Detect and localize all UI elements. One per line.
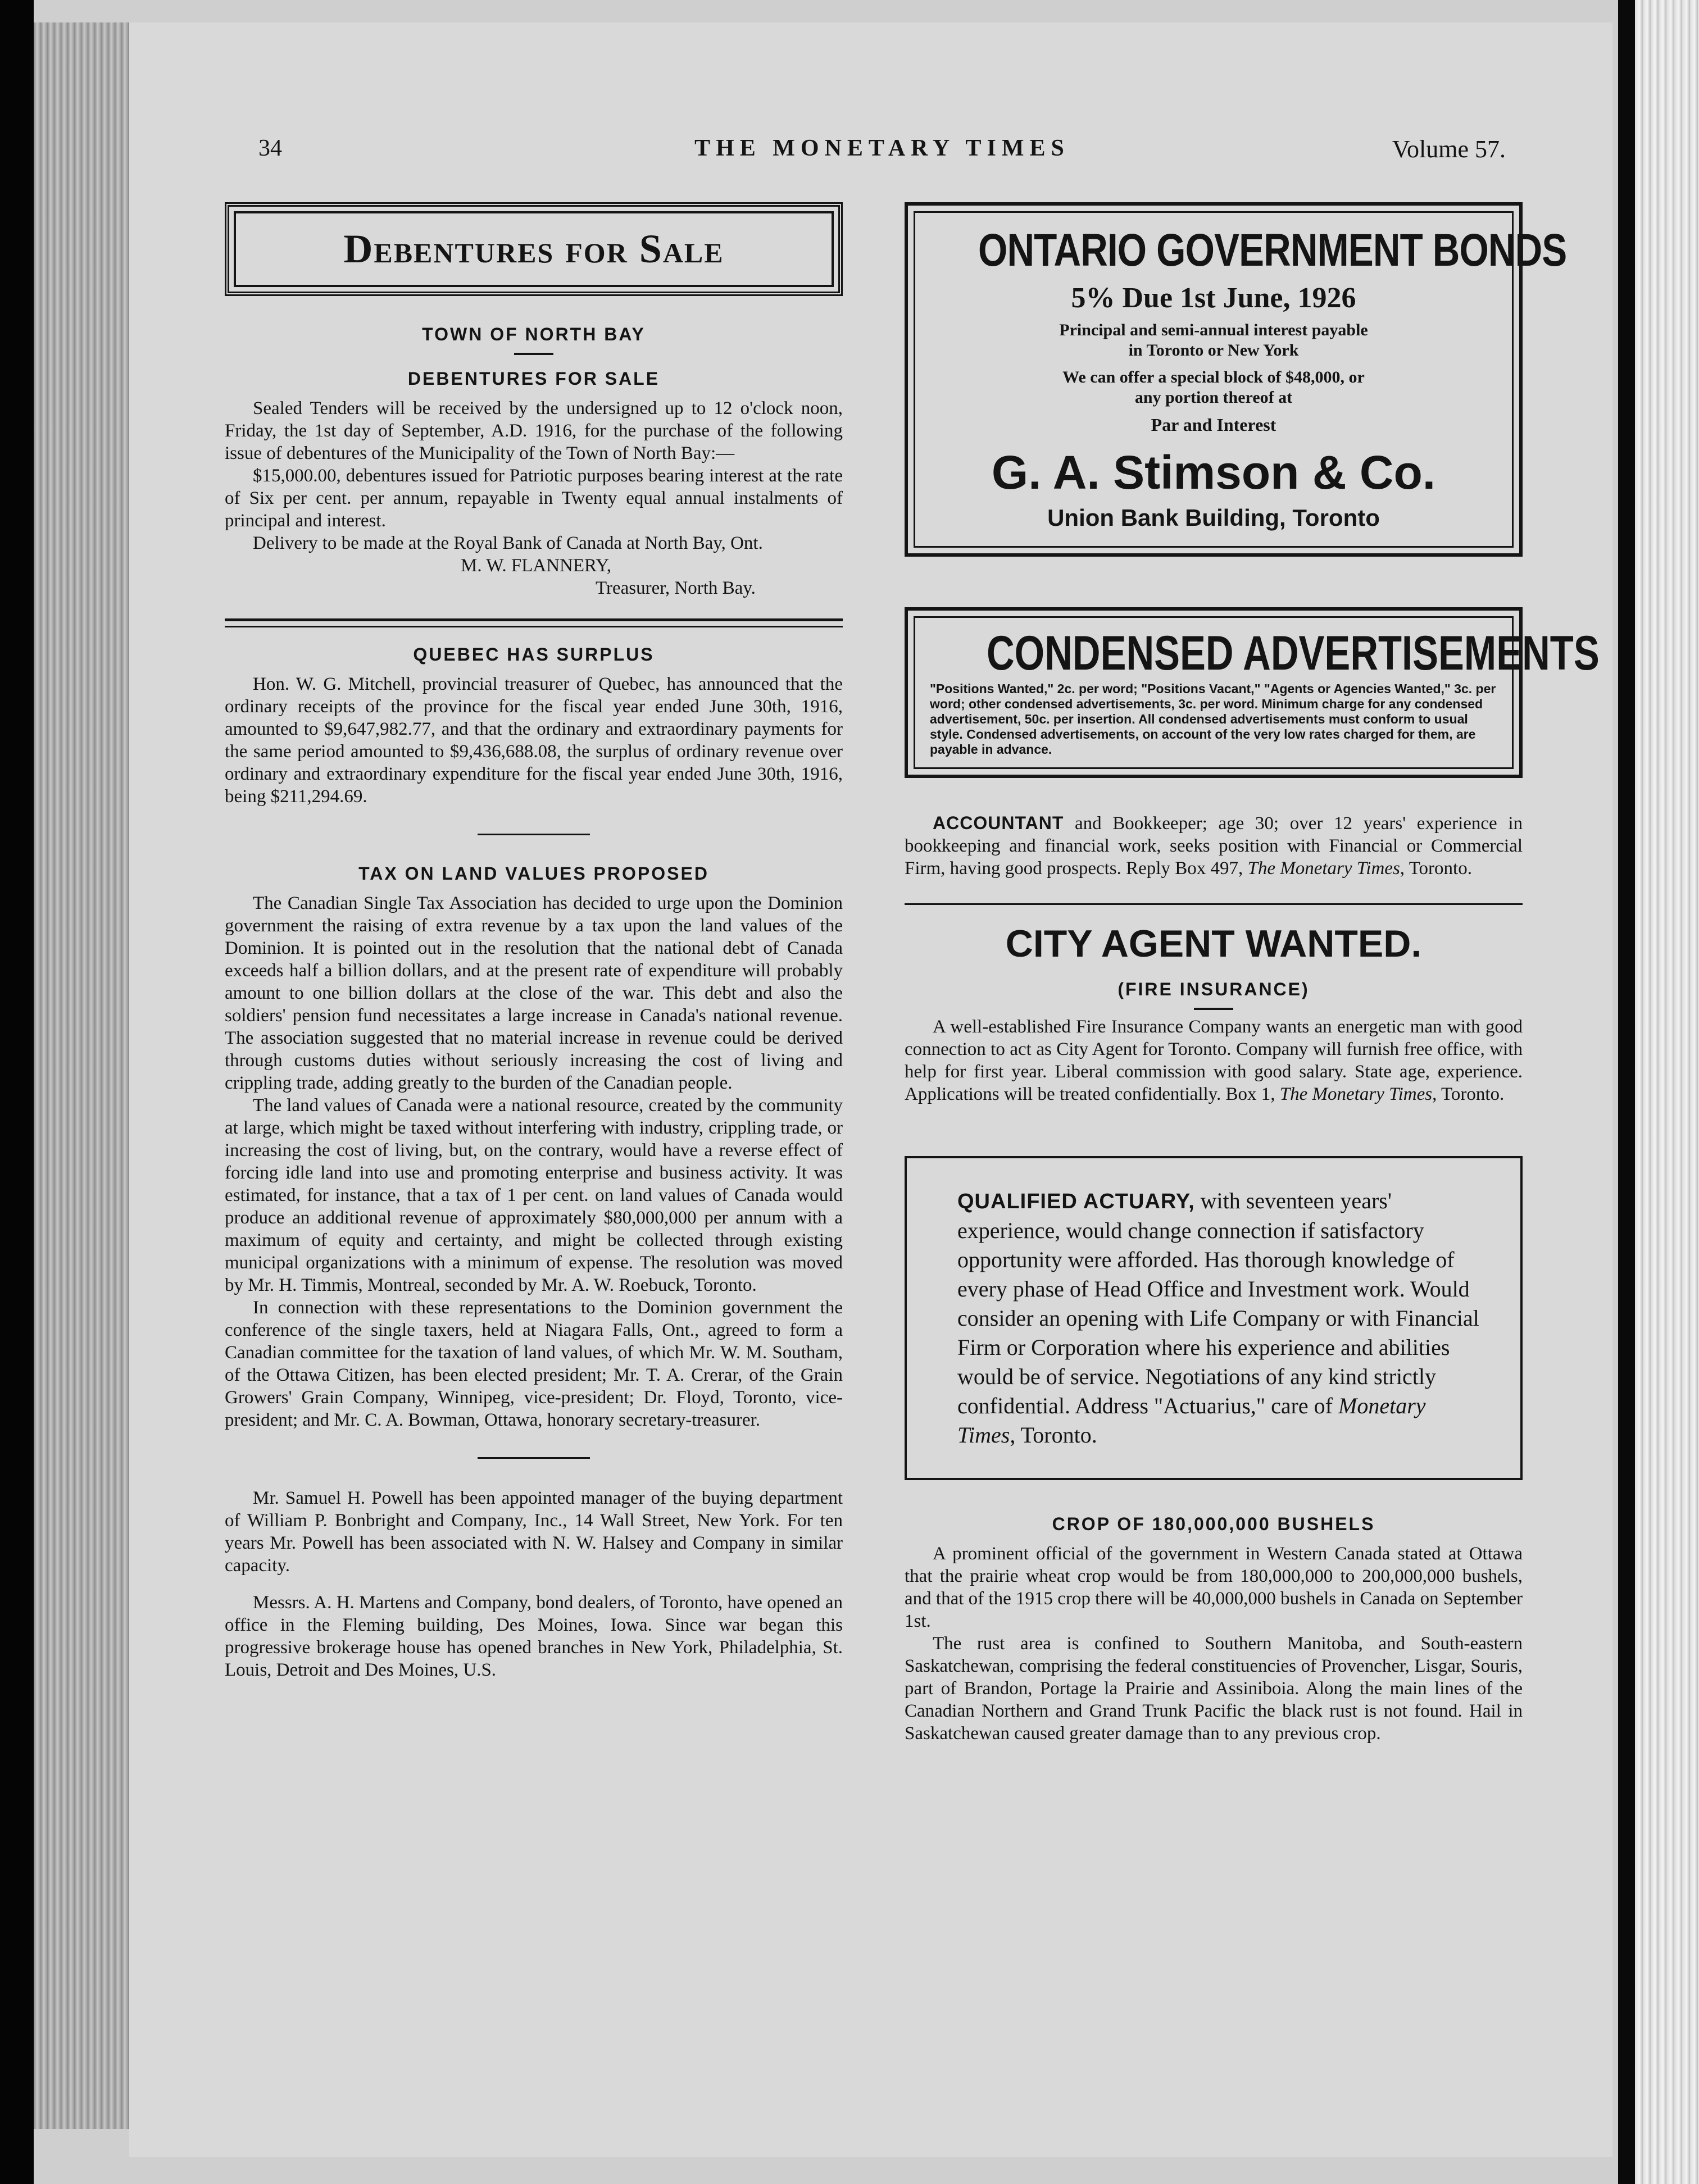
paragraph: $15,000.00, debentures issued for Patriotic purposes bearing interest at the rate of Six per cent. per annum, repayable in Twenty equal annual instalments of principal and interest. — [225, 466, 843, 531]
accountant-ad — [905, 812, 1523, 880]
accountant-lead: ACCOUNTANT — [933, 813, 1064, 833]
section-divider — [905, 903, 1523, 905]
north-bay-subtitle: DEBENTURES FOR SALE — [407, 368, 660, 389]
actuary-body: with seventeen years' experience, would change connection if satisfactory opportunity were afforded. Has thorough knowledge of every phase of Head Office and Investment work. Would consider an opening with Life Company or with Financial Firm or Corporation where his experience and abilities would be of service. Negotiations of any kind strictly confidential. Address "Actuarius," care of — [957, 1188, 1479, 1418]
accountant-text: and Bookkeeper; age 30; over 12 years' experience in bookkeeping and financial work, seeks position with Financial or Commercial Firm, having good prospects. Reply Box 497, — [905, 813, 1523, 879]
city-agent-subtitle: (FIRE INSURANCE) — [1117, 979, 1310, 999]
banner-text: Debentures for Sale — [234, 211, 834, 287]
publication-name: Monetary Times — [957, 1393, 1426, 1448]
paragraph: A prominent official of the government in Western Canada stated at Ottawa that the prairie wheat crop would be from 180,000,000 to 200,000,000 bushels, and that of the 1915 crop there will be 40,000,000 bushels in Canada on September 1st. — [905, 1544, 1523, 1631]
actuary-lead: QUALIFIED ACTUARY, — [957, 1190, 1195, 1213]
actuary-end: , Toronto. — [1010, 1422, 1097, 1448]
actuary-ad — [905, 1156, 1523, 1480]
masthead: THE MONETARY TIMES — [694, 135, 1070, 161]
debentures-banner — [225, 202, 843, 296]
ad-title: ONTARIO GOVERNMENT BONDS — [978, 225, 1567, 276]
ad-line: in Toronto or New York — [1128, 341, 1299, 360]
paragraph: In connection with these representations to the Dominion government the conference of the single taxers, held at Niagara Falls, Ont., agreed to form a Canadian committee for the taxation of land values, of which Mr. W. M. Southam, of the Ottawa Citizen, has been elected president; Mr. T. A. Crerar, of the Grain Growers' Grain Company, Winnipeg, vice-president; Dr. Floyd, Toronto, vice-president; and Mr. C. A. Bowman, Ottawa, honorary secretary-treasurer. — [225, 1298, 843, 1430]
condensed-rates: "Positions Wanted," 2c. per word; "Positions Vacant," "Agents or Agencies Wanted," 3c. per word; other condensed advertisements, 3c. per word. Minimum charge for any condensed advertisement, 50c. per insertion. All condensed advertisements must conform to usual style. Condensed advertisements, on account of the very low rates charged for them, are payable in advance. — [930, 681, 1496, 757]
ad-firm: G. A. Stimson & Co. — [991, 446, 1436, 499]
divider — [1194, 1008, 1233, 1010]
divider — [478, 834, 590, 835]
signer-name: M. W. FLANNERY, — [461, 556, 612, 576]
city-agent-end: , Toronto. — [1432, 1084, 1505, 1104]
book-page-edges — [34, 22, 129, 2129]
paragraph: The Canadian Single Tax Association has decided to urge upon the Dominion government the raising of extra revenue by a tax upon the land values of the Dominion. It is pointed out in the resolution that the national debt of Canada exceeds half a billion dollars, and at the present rate of expenditure will probably amount to one billion dollars at the close of the war. This debt and also the soldiers' pension fund necessitates a large increase in Canada's national revenue. The association suggested that no material increase in revenue could be derived through customs duties without seriously increasing the cost of living and crippling trade, adding greatly to the burden of the Canadian people. — [225, 893, 843, 1093]
ad-inner-border — [914, 616, 1600, 769]
city-agent-body: A well-established Fire Insurance Company wants an energetic man with good connection to act as City Agent for Toronto. Company will furnish free office, with help for first year. Liberal commission with good salary. State age, experience. Applications will be treated confidentially. Box 1, — [905, 1017, 1523, 1104]
condensed-title: CONDENSED ADVERTISEMENTS — [987, 626, 1600, 680]
crop-title: CROP OF 180,000,000 BUSHELS — [1052, 1514, 1375, 1534]
paragraph: The rust area is confined to Southern Manitoba, and South-eastern Saskatchewan, comprising the federal constituencies of Provencher, Lisgar, Souris, part of Brandon, Portage la Prairie and Assiniboia. Along the main lines of the Canadian Northern and Grand Trunk Pacific the black rust is not found. Hail in Saskatchewan caused greater damage than to any previous crop. — [905, 1634, 1523, 1744]
quebec-title: QUEBEC HAS SURPLUS — [413, 644, 655, 665]
paragraph: The land values of Canada were a national resource, created by the community at large, which might be taxed without interfering with industry, crippling trade, or increasing the cost of living, but, on the contrary, would have a reverse effect of forcing idle land into use and promoting enterprise and business activity. It was estimated, for instance, that a tax of 1 per cent. on land values of Canada would produce an additional revenue of approximately $80,000,000 per annum with a maximum of equity and certainty, and might be collected through existing municipal organizations with a minimum of expense. The resolution was moved by Mr. H. Timmis, Montreal, seconded by Mr. A. W. Roebuck, Toronto. — [225, 1095, 843, 1295]
signer-title: Treasurer, North Bay. — [596, 578, 756, 598]
condensed-ads-box — [905, 607, 1600, 778]
book-binding — [1618, 0, 1635, 2184]
page-header — [258, 135, 1506, 174]
publication-name: The Monetary Times — [1247, 858, 1400, 879]
volume-label: Volume 57. — [1392, 135, 1506, 163]
ad-inner-border — [914, 211, 1567, 548]
paragraph: Delivery to be made at the Royal Bank of Canada at North Bay, Ont. — [253, 533, 763, 553]
paragraph: Mr. Samuel H. Powell has been appointed manager of the buying department of William P. Bonbright and Company, Inc., 14 Wall Street, New York. For ten years Mr. Powell has been associated with N. W. Halsey and Company in similar capacity. — [225, 1488, 843, 1576]
accountant-end: , Toronto. — [1400, 858, 1472, 879]
section-divider — [225, 618, 843, 627]
ontario-bonds-ad — [905, 202, 1567, 557]
page-number: 34 — [258, 135, 282, 161]
ad-due: 5% Due 1st June, 1926 — [1071, 282, 1356, 314]
ad-line: We can offer a special block of $48,000, or — [1062, 368, 1365, 386]
paragraph: Sealed Tenders will be received by the undersigned up to 12 o'clock noon, Friday, the 1st day of September, A.D. 1916, for the purchase of the following issue of debentures of the Municipality of the Town of North Bay:— — [225, 398, 843, 463]
ad-par: Par and Interest — [1151, 415, 1276, 435]
ad-address: Union Bank Building, Toronto — [1047, 504, 1380, 531]
ad-line: any portion thereof at — [1134, 388, 1293, 407]
book-page-edges-right — [1635, 0, 1699, 2184]
divider — [514, 353, 553, 355]
ad-line: Principal and semi-annual interest payable — [1059, 321, 1368, 339]
city-agent-text — [905, 1016, 1523, 1105]
actuary-text — [957, 1186, 1487, 1450]
publication-name: The Monetary Times — [1279, 1084, 1433, 1104]
divider — [478, 1457, 590, 1459]
left-column — [225, 202, 843, 1681]
paragraph: Hon. W. G. Mitchell, provincial treasurer of Quebec, has announced that the ordinary receipts of the province for the fiscal year ended June 30th, 1916, amounted to $9,647,982.77, and that the ordinary and extraordinary payments for the same period amounted to $9,436,688.08, the surplus of ordinary revenue over ordinary and extraordinary expenditure for the fiscal year ended June 30th, 1916, being $211,294.69. — [225, 674, 843, 807]
tax-title: TAX ON LAND VALUES PROPOSED — [358, 863, 709, 884]
city-agent-title: CITY AGENT WANTED. — [1005, 922, 1422, 965]
north-bay-title: TOWN OF NORTH BAY — [422, 324, 646, 344]
paragraph: Messrs. A. H. Martens and Company, bond dealers, of Toronto, have opened an office in the Fleming building, Des Moines, Iowa. Since war began this progressive brokerage house has opened branches in New York, Philadelphia, St. Louis, Detroit and Des Moines, U.S. — [225, 1593, 843, 1680]
right-column — [905, 202, 1600, 1745]
